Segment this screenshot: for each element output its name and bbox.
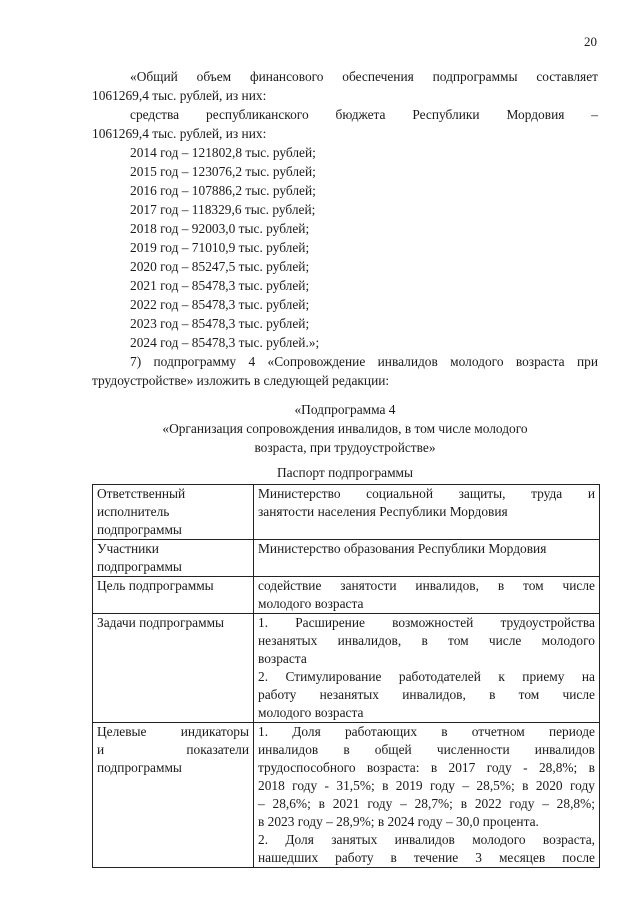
cell-text: исполнитель — [97, 504, 170, 519]
subprogram-title-1: «Организация сопровождения инвалидов, в том числе молодого — [162, 421, 528, 436]
subprogram-title-2: возраста, при трудоустройстве» — [254, 440, 436, 455]
cell-text: трудоспособного возраста: в 2017 году - 28,8%; в — [258, 760, 595, 775]
subprogram-heading: «Подпрограмма 4 — [294, 402, 396, 417]
cell-text: молодого возраста — [258, 596, 364, 611]
cell-text: незанятых инвалидов, в том числе молодого — [258, 633, 595, 648]
row-label — [93, 614, 254, 723]
cell-text: молодого возраста — [258, 705, 364, 720]
intro-line-3: средства республиканского бюджета Республики Мордовия – — [130, 107, 598, 122]
cell-text: Целевые индикаторы — [97, 724, 249, 739]
intro-line-2: 1061269,4 тыс. рублей, из них: — [92, 88, 267, 103]
cell-text: и показатели — [97, 742, 249, 757]
cell-text: 2. Доля занятых инвалидов молодого возраста, — [258, 832, 595, 847]
item7-line-1: 7) подпрограмму 4 «Сопровождение инвалидов молодого возраста при — [130, 354, 598, 369]
cell-text: нашедших работу в течение 3 месяцев после — [258, 850, 595, 865]
cell-text: 1. Расширение возможностей трудоустройства — [258, 615, 595, 630]
cell-text: Задачи подпрограммы — [97, 615, 225, 630]
row-value — [254, 577, 600, 614]
cell-text: Ответственный — [97, 486, 186, 501]
year-line: 2021 год – 85478,3 тыс. рублей; — [130, 278, 310, 293]
year-line: 2019 год – 71010,9 тыс. рублей; — [130, 240, 310, 255]
table-row — [93, 614, 600, 723]
cell-text: в 2023 году – 28,9%; в 2024 году – 30,0 процента. — [258, 814, 539, 829]
cell-text: занятости населения Республики Мордовия — [258, 504, 508, 519]
year-line: 2020 год – 85247,5 тыс. рублей; — [130, 259, 310, 274]
row-label — [93, 723, 254, 868]
cell-text: 2. Стимулирование работодателей к приему на — [258, 669, 595, 684]
row-label — [93, 577, 254, 614]
row-value — [254, 485, 600, 540]
table-row — [93, 577, 600, 614]
intro-line-4: 1061269,4 тыс. рублей, из них: — [92, 126, 267, 141]
cell-text: работу незанятых инвалидов, в том числе — [258, 687, 595, 702]
row-label — [93, 485, 254, 540]
cell-text: инвалидов в общей численности инвалидов — [258, 742, 595, 757]
table-row — [93, 723, 600, 868]
year-line: 2015 год – 123076,2 тыс. рублей; — [130, 164, 316, 179]
cell-text: Министерство социальной защиты, труда и — [258, 486, 595, 501]
row-value — [254, 723, 600, 868]
page-number: 20 — [584, 34, 597, 49]
cell-text: подпрограммы — [97, 522, 182, 537]
year-line: 2017 год – 118329,6 тыс. рублей; — [130, 202, 316, 217]
year-line: 2024 год – 85478,3 тыс. рублей.»; — [130, 335, 320, 350]
year-line: 2016 год – 107886,2 тыс. рублей; — [130, 183, 316, 198]
passport-table — [92, 484, 600, 868]
cell-text: подпрограммы — [97, 559, 182, 574]
year-line: 2018 год – 92003,0 тыс. рублей; — [130, 221, 310, 236]
cell-text: подпрограммы — [97, 760, 182, 775]
row-label — [93, 540, 254, 577]
intro-line-1: «Общий объем финансового обеспечения подпрограммы составляет — [130, 69, 598, 84]
cell-text: 2018 году - 31,5%; в 2019 году – 28,5%; в 2020 году — [258, 778, 595, 793]
cell-text: – 28,6%; в 2021 году – 28,7%; в 2022 году – 28,8%; — [258, 796, 595, 811]
cell-text: 1. Доля работающих в отчетном периоде — [258, 724, 595, 739]
year-line: 2023 год – 85478,3 тыс. рублей; — [130, 316, 310, 331]
cell-text: Участники — [97, 541, 159, 556]
year-line: 2014 год – 121802,8 тыс. рублей; — [130, 145, 316, 160]
table-row — [93, 485, 600, 540]
cell-text: Министерство образования Республики Мордовия — [258, 541, 547, 556]
item7-line-2: трудоустройстве» изложить в следующей редакции: — [92, 373, 390, 388]
table-row — [93, 540, 600, 577]
cell-text: содействие занятости инвалидов, в том числе — [258, 578, 595, 593]
year-line: 2022 год – 85478,3 тыс. рублей; — [130, 297, 310, 312]
row-value — [254, 540, 600, 577]
cell-text: возраста — [258, 651, 307, 666]
cell-text: Цель подпрограммы — [97, 578, 214, 593]
row-value — [254, 614, 600, 723]
passport-title: Паспорт подпрограммы — [276, 465, 414, 480]
